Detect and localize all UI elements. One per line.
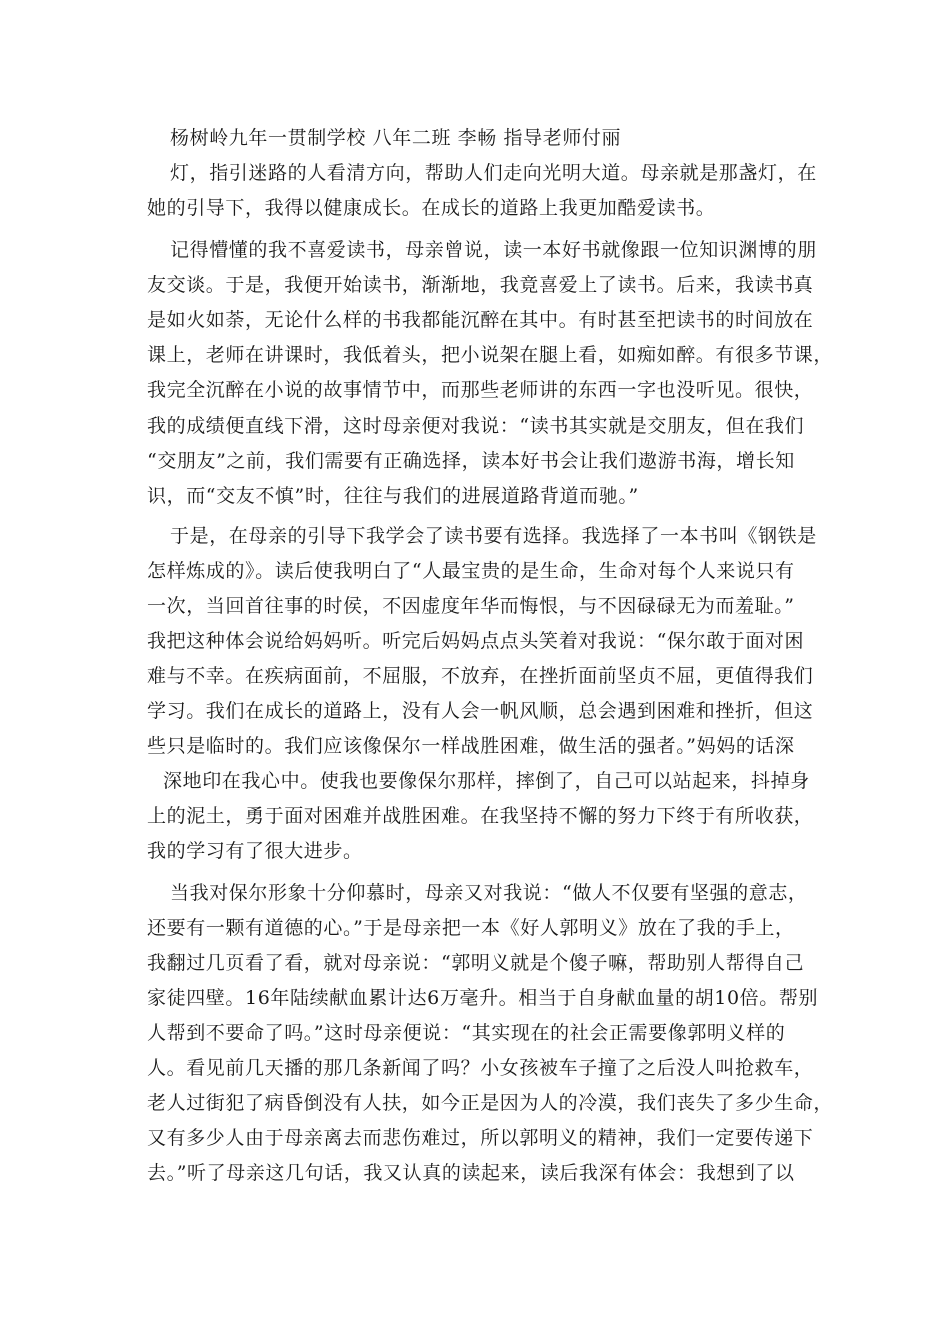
text-line: 我的学习有了很大进步。 bbox=[147, 840, 363, 862]
text-line: 我把这种体会说给妈妈听。听完后妈妈点点头笑着对我说：“保尔敢于面对困 bbox=[147, 630, 805, 652]
text-line: 去。”听了母亲这几句话，我又认真的读起来，读后我深有体会：我想到了以 bbox=[147, 1162, 795, 1184]
text-line: 上的泥土，勇于面对困难并战胜困难。在我坚持不懈的努力下终于有所收获， bbox=[147, 805, 814, 827]
text-line: 灯，指引迷路的人看清方向，帮助人们走向光明大道。母亲就是那盏灯，在 bbox=[170, 162, 817, 184]
text-line: 我翻过几页看了看，就对母亲说：“郭明义就是个傻子嘛，帮助别人帮得自己 bbox=[147, 952, 805, 974]
text-line: 怎样炼成的》。读后使我明白了“人最宝贵的是生命，生命对每个人来说只有 bbox=[147, 560, 795, 582]
text-line: 些只是临时的。我们应该像保尔一样战胜困难，做生活的强者。”妈妈的话深 bbox=[147, 735, 795, 757]
text-line: 老人过街犯了病昏倒没有人扶，如今正是因为人的冷漠，我们丧失了多少生命， bbox=[147, 1092, 834, 1114]
text-line: 深地印在我心中。使我也要像保尔那样，摔倒了，自己可以站起来，抖掉身 bbox=[163, 770, 810, 792]
text-line: 她的引导下，我得以健康成长。在成长的道路上我更加酷爱读书。 bbox=[147, 197, 716, 219]
text-line: 还要有一颗有道德的心。”于是母亲把一本《好人郭明义》放在了我的手上， bbox=[147, 917, 795, 939]
text-line: 家徒四壁。16年陆续献血累计达6万毫升。相当于自身献血量的胡10倍。帮别 bbox=[147, 987, 819, 1009]
text-line: 难与不幸。在疾病面前，不屈服，不放弃，在挫折面前坚贞不屈，更值得我们 bbox=[147, 665, 814, 687]
text-line: 人。看见前几天播的那几条新闻了吗？小女孩被车子撞了之后没人叫抢救车， bbox=[147, 1057, 814, 1079]
author-byline: 杨树岭九年一贯制学校 八年二班 李畅 指导老师付丽 bbox=[170, 127, 622, 149]
text-line: 是如火如荼，无论什么样的书我都能沉醉在其中。有时甚至把读书的时间放在 bbox=[147, 309, 814, 331]
text-line: 一次，当回首往事的时侯，不因虚度年华而悔恨，与不因碌碌无为而羞耻。” bbox=[147, 595, 795, 617]
text-line: 学习。我们在成长的道路上，没有人会一帆风顺，总会遇到困难和挫折，但这 bbox=[147, 700, 814, 722]
text-line: 人帮到不要命了吗。”这时母亲便说：“其实现在的社会正需要像郭明义样的 bbox=[147, 1022, 786, 1044]
text-line: 于是，在母亲的引导下我学会了读书要有选择。我选择了一本书叫《钢铁是 bbox=[170, 525, 817, 547]
text-line: 记得懵懂的我不喜爱读书，母亲曾说，读一本好书就像跟一位知识渊博的朋 bbox=[170, 239, 817, 261]
text-line: 友交谈。于是，我便开始读书，渐渐地，我竟喜爱上了读书。后来，我读书真 bbox=[147, 274, 814, 296]
text-line: 又有多少人由于母亲离去而悲伤难过，所以郭明义的精神，我们一定要传递下 bbox=[147, 1127, 814, 1149]
text-line: “交朋友”之前，我们需要有正确选择，读本好书会让我们遨游书海，增长知 bbox=[147, 450, 795, 472]
text-line: 我的成绩便直线下滑，这时母亲便对我说：“读书其实就是交朋友，但在我们 bbox=[147, 415, 805, 437]
text-line: 识，而“交友不慎”时，往往与我们的进展道路背道而驰。” bbox=[147, 485, 639, 507]
text-line: 当我对保尔形象十分仰慕时，母亲又对我说：“做人不仅要有坚强的意志， bbox=[170, 882, 808, 904]
text-line: 课上，老师在讲课时，我低着头，把小说架在腿上看，如痴如醉。有很多节课， bbox=[147, 344, 834, 366]
text-line: 我完全沉醉在小说的故事情节中，而那些老师讲的东西一字也没听见。很快， bbox=[147, 379, 814, 401]
